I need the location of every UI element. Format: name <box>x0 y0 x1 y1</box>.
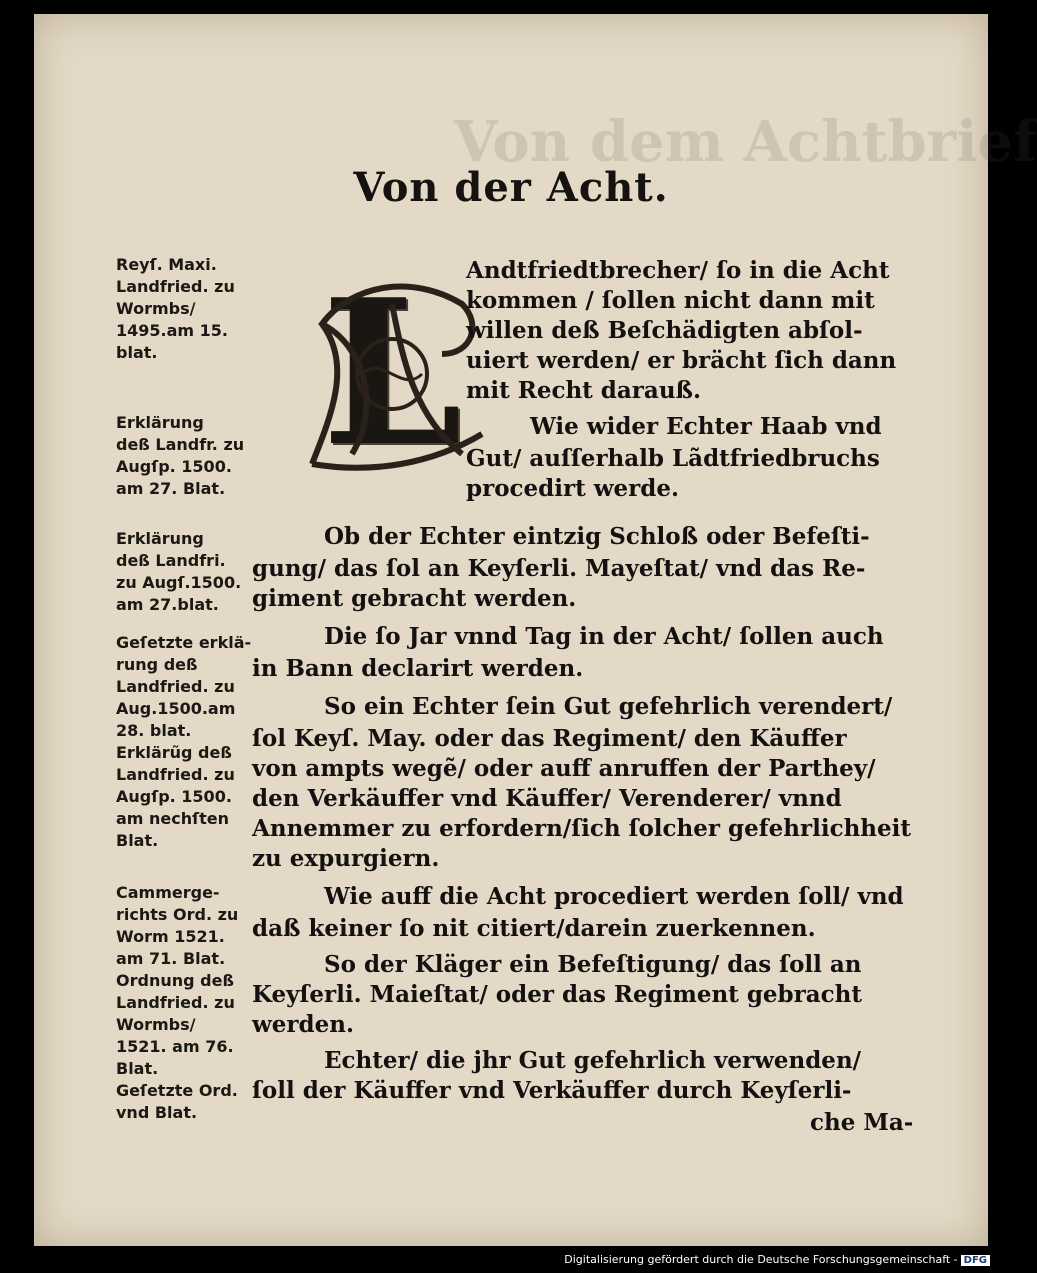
page-title: Von der Acht. <box>353 164 669 211</box>
decorated-initial <box>292 256 492 491</box>
margin-note-line: Augſp. 1500. <box>116 457 232 476</box>
margin-note-line: deß Landfr. zu <box>116 435 245 454</box>
margin-note-line: zu Augſ.1500. <box>116 573 242 592</box>
margin-note-line: Geſetzte erklä- <box>116 633 252 652</box>
body-text-line: Wie wider Echter Haab vnd <box>530 413 882 440</box>
margin-note <box>116 412 281 500</box>
body-text-line: werden. <box>252 1011 354 1038</box>
margin-note-line: rung deß <box>116 655 198 674</box>
body-text-line: Ob der Echter eintzig Schloß oder Befeſti- <box>324 523 870 550</box>
initial-ornament-icon <box>292 256 492 491</box>
body-text-line: Keyſerli. Maieſtat/ oder das Regiment gebracht <box>252 981 862 1008</box>
margin-note-line: Erklärung <box>116 413 204 432</box>
body-text-line: den Verkäuffer vnd Käuffer/ Verenderer/ vnnd <box>252 785 842 812</box>
body-text-line: uiert werden/ er brächt ſich dann <box>466 347 897 374</box>
margin-note-line: Wormbs/ <box>116 1015 196 1034</box>
body-text-line: zu expurgiern. <box>252 845 440 872</box>
body-text-line: in Bann declarirt werden. <box>252 655 584 682</box>
footer-credit <box>564 1253 990 1266</box>
margin-note-line: 1495.am 15. <box>116 321 228 340</box>
margin-note-line: Landfried. zu <box>116 993 235 1012</box>
margin-note-line: Landfried. zu <box>116 277 235 296</box>
margin-note-line: Landfried. zu <box>116 677 235 696</box>
margin-note-line: Worm 1521. <box>116 927 225 946</box>
body-text-line: Die ſo Jar vnnd Tag in der Acht/ ſollen auch <box>324 623 884 650</box>
dfg-logo: DFG <box>961 1255 990 1266</box>
margin-note-line: 1521. am 76. <box>116 1037 234 1056</box>
body-text-line: Gut/ auſſerhalb Lãdtfriedbruchs <box>466 445 880 472</box>
body-text-line: giment gebracht werden. <box>252 585 577 612</box>
bleed-through: Von dem Achtbrief <box>454 109 1037 175</box>
margin-note-line: Aug.1500.am <box>116 699 236 718</box>
margin-note-line: Wormbs/ <box>116 299 196 318</box>
body-text-line: ſol Keyſ. May. oder das Regiment/ den Käuffer <box>252 725 847 752</box>
margin-note-line: Blat. <box>116 1059 159 1078</box>
margin-note-line: Erklärung <box>116 529 204 548</box>
body-text-line: So der Kläger ein Befeſtigung/ das ſoll an <box>324 951 862 978</box>
body-text-line: Andtfriedtbrecher/ ſo in die Acht <box>466 257 890 284</box>
margin-note-line: am 71. Blat. <box>116 949 226 968</box>
body-text-line: che Ma- <box>810 1109 914 1136</box>
margin-note-line: Ordnung deß <box>116 971 234 990</box>
margin-note-line: vnd Blat. <box>116 1103 198 1122</box>
body-text-line: daß keiner ſo nit citiert/darein zuerkennen. <box>252 915 816 942</box>
margin-note-line: Landfried. zu <box>116 765 235 784</box>
margin-note-line: 28. blat. <box>116 721 192 740</box>
margin-note-line: am 27. Blat. <box>116 479 226 498</box>
body-text-line: Echter/ die jhr Gut gefehrlich verwenden/ <box>324 1047 862 1074</box>
margin-note-line: Erklärũg deß <box>116 743 232 762</box>
body-text-line: willen deß Beſchädigten abſol- <box>466 317 863 344</box>
margin-note-line: richts Ord. zu <box>116 905 239 924</box>
footer-text: Digitalisierung gefördert durch die Deutsche Forschungsgemeinschaft - <box>564 1253 958 1266</box>
body-text-line: Wie auff die Acht procediert werden ſoll/ vnd <box>324 883 904 910</box>
body-text-line: Annemmer zu erfordern/ſich ſolcher gefehrlichheit <box>252 815 912 842</box>
margin-note-line: Geſetzte Ord. <box>116 1081 238 1100</box>
margin-note-line: blat. <box>116 343 158 362</box>
margin-note-line: am nechſten <box>116 809 230 828</box>
scanned-page <box>34 14 1037 1246</box>
body-text-line: So ein Echter ſein Gut gefehrlich verendert/ <box>324 693 893 720</box>
margin-note-line: am 27.blat. <box>116 595 219 614</box>
body-text-line: von ampts wegẽ/ oder auff anruffen der Parthey/ <box>252 755 876 782</box>
body-text-line: gung/ das ſol an Keyſerli. Mayeſtat/ vnd das Re- <box>252 555 866 582</box>
margin-note-line: Cammerge- <box>116 883 220 902</box>
body-text-line: kommen / ſollen nicht dann mit <box>466 287 875 314</box>
initial-letter: L <box>321 256 463 491</box>
margin-note-line: deß Landfri. <box>116 551 226 570</box>
margin-note-line: Reyſ. Maxi. <box>116 255 217 274</box>
margin-note-line: Blat. <box>116 831 159 850</box>
body-text-line: procedirt werde. <box>466 475 680 502</box>
body-text-line: mit Recht darauß. <box>466 377 702 404</box>
margin-note-line: Augſp. 1500. <box>116 787 232 806</box>
body-text-line: ſoll der Käuffer vnd Verkäuffer durch Keyſerli- <box>252 1077 852 1104</box>
margin-note <box>116 254 281 364</box>
